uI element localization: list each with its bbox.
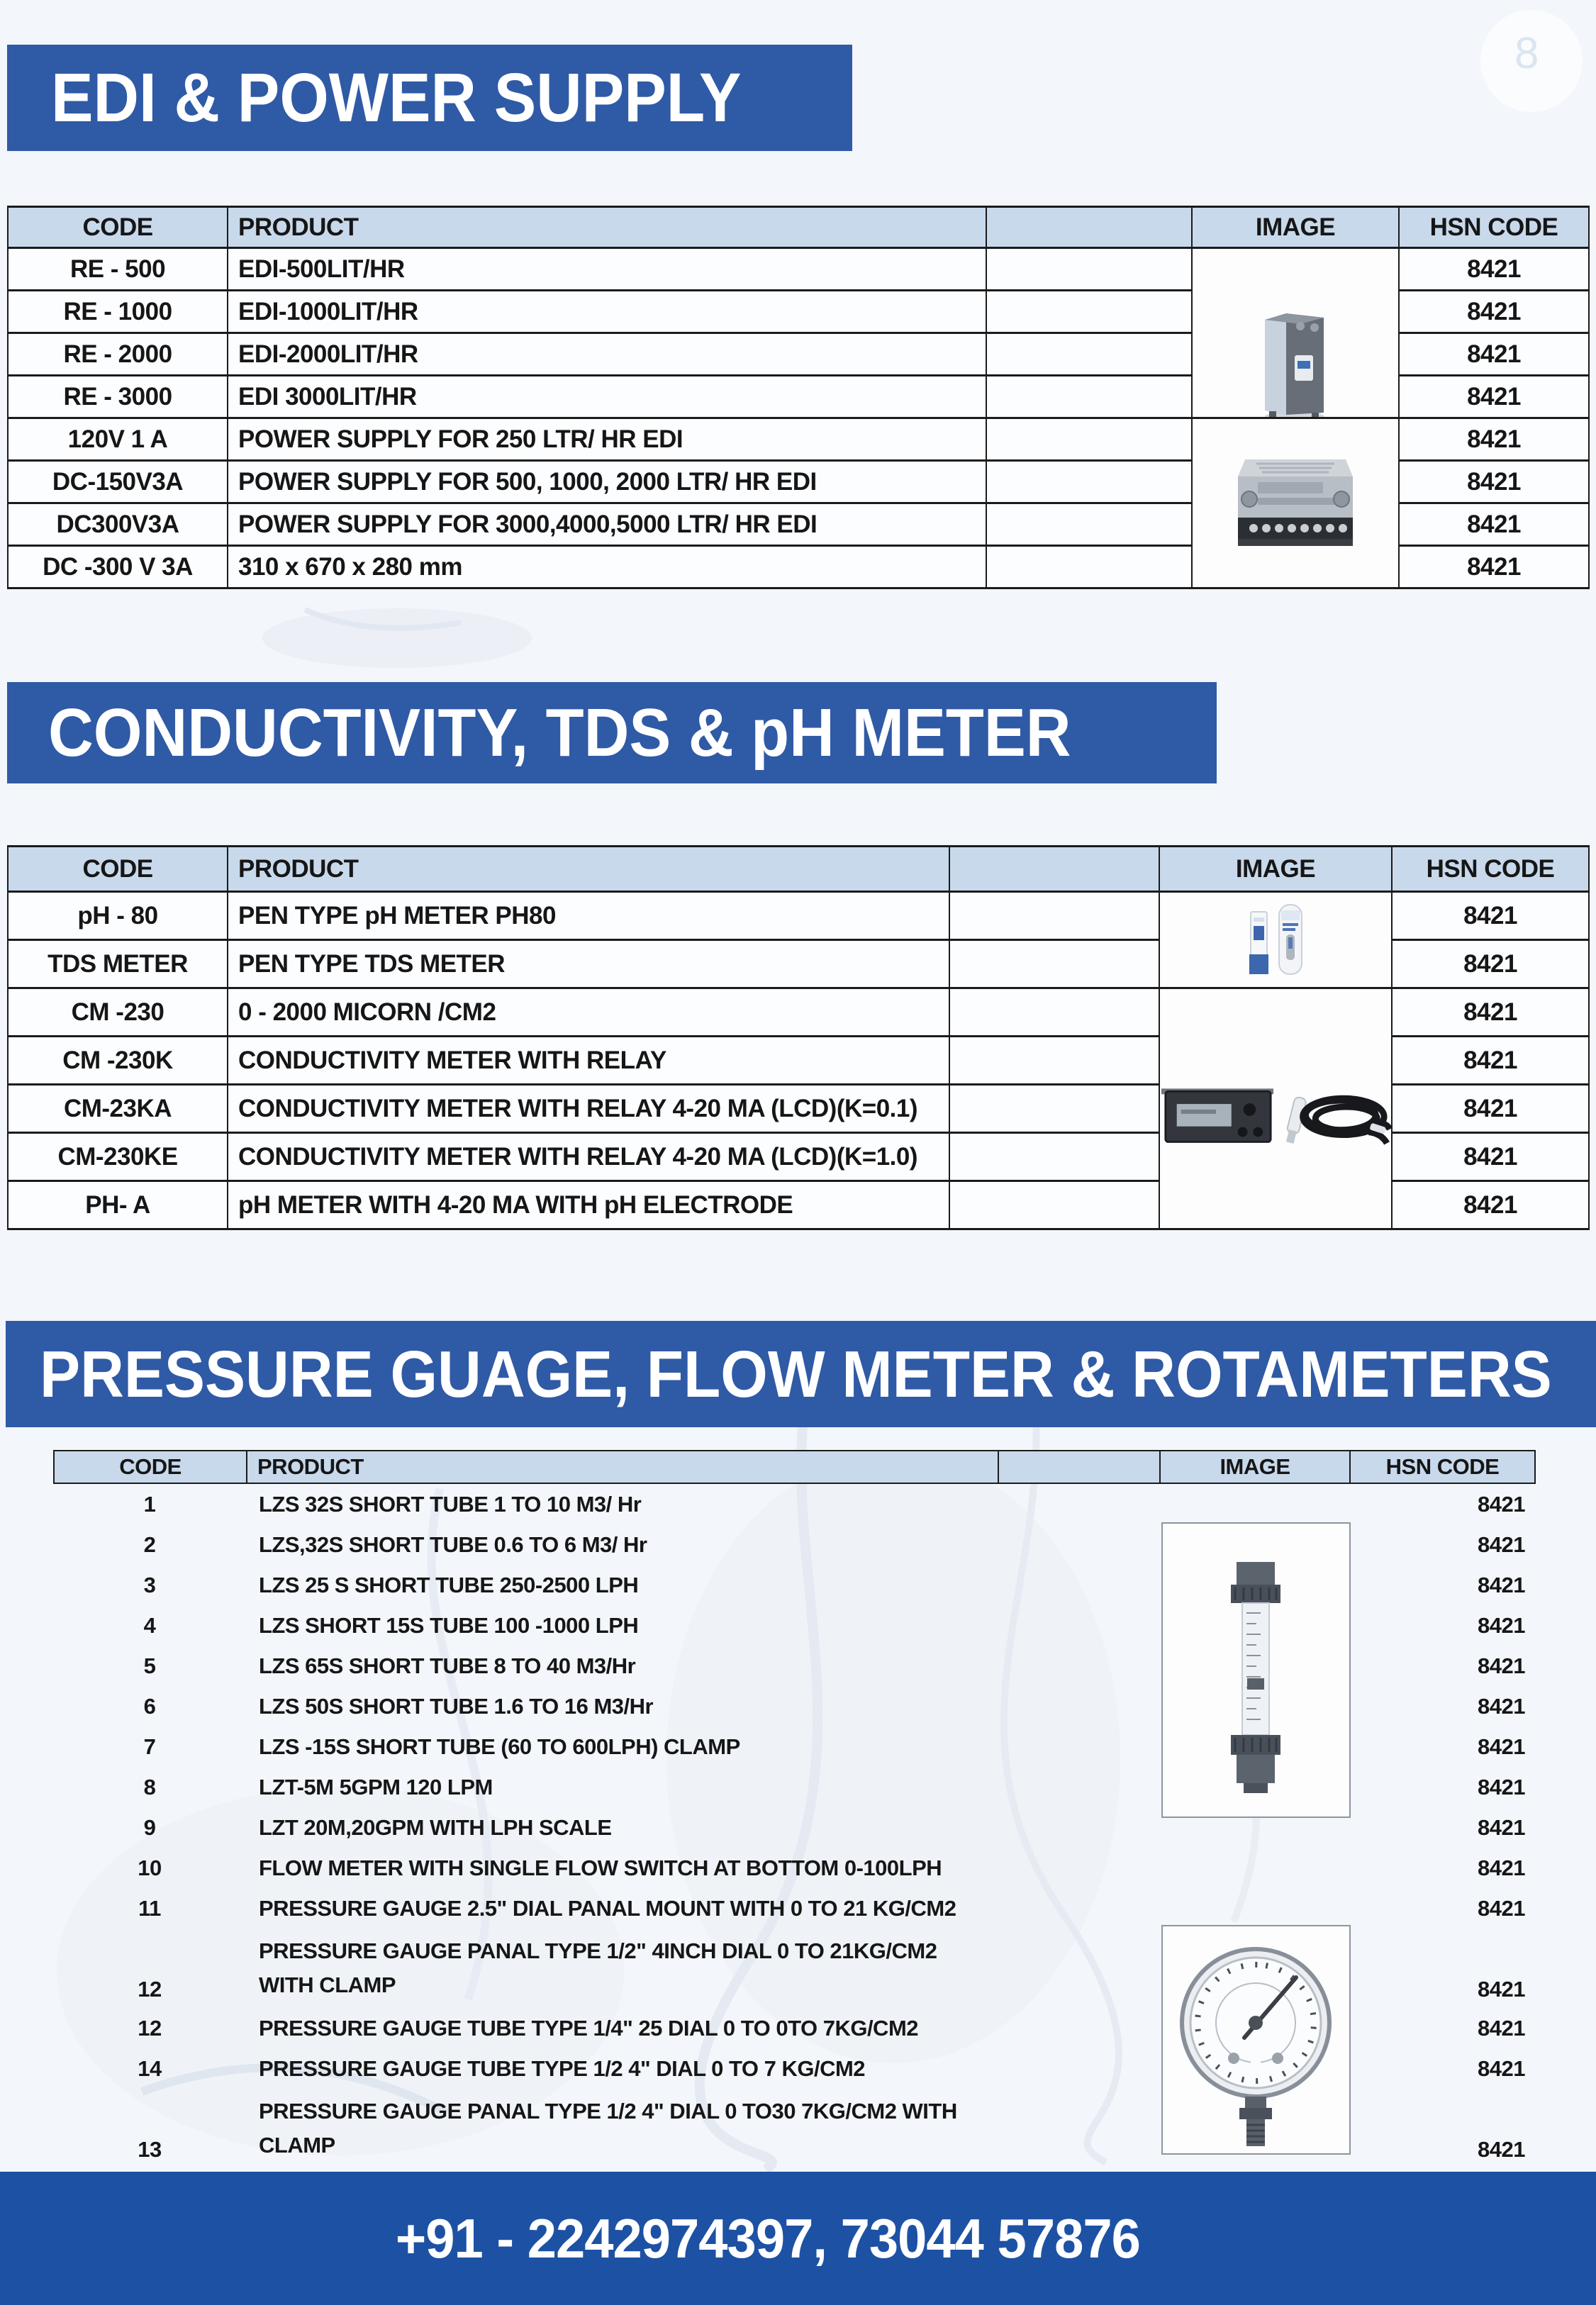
cell-hsn: 8421 <box>1478 1774 1525 1799</box>
power-supply-icon <box>1228 455 1363 551</box>
column-header-product: PRODUCT <box>228 208 987 249</box>
conductivity-meter-icon <box>1160 1070 1391 1148</box>
cell-product: LZS 32S SHORT TUBE 1 TO 10 M3/ Hr <box>259 1491 642 1517</box>
cell-code: 10 <box>138 1855 162 1880</box>
column-header-image: IMAGE <box>1160 847 1393 893</box>
cell-product: POWER SUPPLY FOR 3000,4000,5000 LTR/ HR EDI <box>228 504 987 547</box>
cell-hsn: 8421 <box>1478 1734 1525 1759</box>
section-title: EDI & POWER SUPPLY <box>51 59 742 136</box>
footer-phone: +91 - 2242974397, 73044 57876 <box>395 2206 1140 2270</box>
table-row <box>53 1524 1534 1565</box>
table-row <box>53 1565 1534 1605</box>
column-header-product: PRODUCT <box>228 847 950 893</box>
cell-code: 8 <box>143 1774 156 1799</box>
table-edi-power-supply <box>7 206 1590 589</box>
table-row <box>53 1767 1534 1807</box>
pen-meters-icon <box>1244 902 1307 978</box>
cell-hsn: 8421 <box>1393 893 1590 941</box>
cell-hsn: 8421 <box>1478 2055 1525 2081</box>
cell-product: FLOW METER WITH SINGLE FLOW SWITCH AT BOTTOM 0-100LPH <box>259 1855 942 1880</box>
cell-hsn: 8421 <box>1393 1182 1590 1230</box>
table-conductivity-tds-ph <box>7 845 1590 1230</box>
cell-product: EDI 3000LIT/HR <box>228 376 987 419</box>
cell-hsn: 8421 <box>1478 1653 1525 1678</box>
cell-product: LZS 25 S SHORT TUBE 250-2500 LPH <box>259 1572 639 1597</box>
column-header-code: CODE <box>9 847 228 893</box>
table-row <box>53 1605 1534 1646</box>
cell-product: 310 x 670 x 280 mm <box>228 547 987 589</box>
cell-code: CM -230K <box>9 1037 228 1085</box>
table-row <box>53 1807 1534 1848</box>
section-title: CONDUCTIVITY, TDS & pH METER <box>48 694 1071 771</box>
cell-product: PEN TYPE TDS METER <box>228 941 950 989</box>
cell-code: 12 <box>138 1977 162 2002</box>
cell-product: 0 - 2000 MICORN /CM2 <box>228 989 950 1037</box>
column-header-code: CODE <box>55 1451 247 1484</box>
cell-product: LZS 65S SHORT TUBE 8 TO 40 M3/Hr <box>259 1653 636 1678</box>
edi-module-icon <box>1255 308 1336 420</box>
cell-hsn: 8421 <box>1400 462 1590 504</box>
cell-blank <box>950 941 1160 989</box>
cell-product: LZS SHORT 15S TUBE 100 -1000 LPH <box>259 1612 639 1638</box>
cell-product: CONDUCTIVITY METER WITH RELAY 4-20 MA (LCD)(K=1.0) <box>228 1134 950 1182</box>
cell-hsn: 8421 <box>1478 1572 1525 1597</box>
cell-blank <box>987 419 1193 462</box>
cell-blank <box>950 1037 1160 1085</box>
table-row <box>53 1726 1534 1767</box>
cell-code: 5 <box>143 1653 156 1678</box>
column-header-image: IMAGE <box>1161 1451 1351 1484</box>
cell-code: DC-150V3A <box>9 462 228 504</box>
cell-code: 120V 1 A <box>9 419 228 462</box>
cell-hsn: 8421 <box>1478 2137 1525 2162</box>
cell-code: 14 <box>138 2055 162 2081</box>
table-row <box>53 1686 1534 1726</box>
cell-hsn: 8421 <box>1478 1491 1525 1517</box>
cell-code: 1 <box>143 1491 156 1517</box>
table-pressure-flow-body <box>53 1484 1534 2168</box>
cell-code: CM -230 <box>9 989 228 1037</box>
cell-hsn: 8421 <box>1393 989 1590 1037</box>
cell-product: PRESSURE GAUGE 2.5" DIAL PANAL MOUNT WITH 0 TO 21 KG/CM2 <box>259 1895 956 1921</box>
table-row <box>53 2008 1534 2048</box>
page-number: 8 <box>1514 29 1539 78</box>
cell-product <box>246 2094 998 2162</box>
cell-code: DC300V3A <box>9 504 228 547</box>
cell-blank <box>950 1085 1160 1134</box>
cell-blank <box>950 1134 1160 1182</box>
cell-product: pH METER WITH 4-20 MA WITH pH ELECTRODE <box>228 1182 950 1230</box>
column-header-blank <box>999 1451 1161 1484</box>
cell-blank <box>950 1182 1160 1230</box>
cell-blank <box>950 989 1160 1037</box>
cell-code: 13 <box>138 2137 162 2162</box>
column-header-hsn: HSN CODE <box>1351 1451 1536 1484</box>
cell-code: 2 <box>143 1531 156 1557</box>
cell-code: CM-23KA <box>9 1085 228 1134</box>
cell-hsn: 8421 <box>1393 941 1590 989</box>
edi-module-image <box>1193 249 1400 419</box>
cell-hsn: 8421 <box>1478 1693 1525 1719</box>
cell-product: LZT 20M,20GPM WITH LPH SCALE <box>259 1814 612 1840</box>
cell-product: CONDUCTIVITY METER WITH RELAY <box>228 1037 950 1085</box>
product-line-2: CLAMP <box>259 2133 335 2158</box>
cell-hsn: 8421 <box>1478 1531 1525 1557</box>
cell-hsn: 8421 <box>1478 1612 1525 1638</box>
cell-code: CM-230KE <box>9 1134 228 1182</box>
section-banner-edi-power-supply <box>7 45 852 151</box>
cell-product: PRESSURE GAUGE TUBE TYPE 1/2 4" DIAL 0 TO 7 KG/CM2 <box>259 2055 866 2081</box>
cell-product: LZS 50S SHORT TUBE 1.6 TO 16 M3/Hr <box>259 1693 654 1719</box>
cell-blank <box>987 249 1193 291</box>
table-row <box>53 1929 1534 2008</box>
cell-code: 7 <box>143 1734 156 1759</box>
cell-code: 9 <box>143 1814 156 1840</box>
cell-product: LZS -15S SHORT TUBE (60 TO 600LPH) CLAMP <box>259 1734 740 1759</box>
cell-product: EDI-1000LIT/HR <box>228 291 987 334</box>
cell-code: RE - 2000 <box>9 334 228 376</box>
section-banner-pressure-flow-rotameters <box>6 1321 1596 1427</box>
section-title: PRESSURE GUAGE, FLOW METER & ROTAMETERS <box>40 1336 1552 1411</box>
cell-hsn: 8421 <box>1400 547 1590 589</box>
cell-product: PEN TYPE pH METER PH80 <box>228 893 950 941</box>
product-line-1: PRESSURE GAUGE PANAL TYPE 1/2" 4INCH DIAL 0 TO 21KG/CM2 <box>259 1938 937 1963</box>
cell-product: LZS,32S SHORT TUBE 0.6 TO 6 M3/ Hr <box>259 1531 647 1557</box>
cell-code: RE - 1000 <box>9 291 228 334</box>
cell-code: 3 <box>143 1572 156 1597</box>
cell-blank <box>987 547 1193 589</box>
footer-bar <box>0 2172 1596 2305</box>
section-banner-conductivity-tds-ph <box>7 682 1217 783</box>
cell-hsn: 8421 <box>1400 419 1590 462</box>
cell-hsn: 8421 <box>1393 1037 1590 1085</box>
cell-code: 11 <box>138 1895 161 1921</box>
cell-product: CONDUCTIVITY METER WITH RELAY 4-20 MA (LCD)(K=0.1) <box>228 1085 950 1134</box>
cell-product: POWER SUPPLY FOR 250 LTR/ HR EDI <box>228 419 987 462</box>
column-header-blank <box>950 847 1160 893</box>
cell-hsn: 8421 <box>1400 291 1590 334</box>
column-header-hsn: HSN CODE <box>1400 208 1590 249</box>
cell-hsn: 8421 <box>1478 2015 1525 2041</box>
cell-code: RE - 3000 <box>9 376 228 419</box>
cell-blank <box>950 893 1160 941</box>
cell-product: POWER SUPPLY FOR 500, 1000, 2000 LTR/ HR EDI <box>228 462 987 504</box>
cell-hsn: 8421 <box>1393 1085 1590 1134</box>
cell-product: EDI-2000LIT/HR <box>228 334 987 376</box>
cell-blank <box>987 334 1193 376</box>
cell-code: DC -300 V 3A <box>9 547 228 589</box>
cell-code: pH - 80 <box>9 893 228 941</box>
cell-hsn: 8421 <box>1393 1134 1590 1182</box>
table-row <box>53 1646 1534 1686</box>
cell-code: TDS METER <box>9 941 228 989</box>
cell-code: PH- A <box>9 1182 228 1230</box>
cell-blank <box>987 291 1193 334</box>
cell-code: RE - 500 <box>9 249 228 291</box>
column-header-blank <box>987 208 1193 249</box>
cell-code: 6 <box>143 1693 156 1719</box>
column-header-product: PRODUCT <box>247 1451 999 1484</box>
cell-hsn: 8421 <box>1400 376 1590 419</box>
cell-hsn: 8421 <box>1478 1977 1525 2002</box>
table-row <box>53 1484 1534 1524</box>
product-line-1: PRESSURE GAUGE PANAL TYPE 1/2 4" DIAL 0 TO30 7KG/CM2 WITH <box>259 2099 957 2123</box>
table-row <box>53 2089 1534 2168</box>
table-row <box>53 2048 1534 2089</box>
column-header-code: CODE <box>9 208 228 249</box>
column-header-image: IMAGE <box>1193 208 1400 249</box>
column-header-hsn: HSN CODE <box>1393 847 1590 893</box>
cell-hsn: 8421 <box>1478 1814 1525 1840</box>
conductivity-meter-image <box>1160 989 1393 1230</box>
cell-product <box>246 1934 998 2002</box>
cell-hsn: 8421 <box>1400 249 1590 291</box>
cell-code: 4 <box>143 1612 156 1638</box>
pen-meters-image <box>1160 893 1393 989</box>
cell-hsn: 8421 <box>1400 504 1590 547</box>
cell-hsn: 8421 <box>1400 334 1590 376</box>
table-pressure-flow-header <box>53 1450 1536 1484</box>
cell-blank <box>987 504 1193 547</box>
cell-blank <box>987 376 1193 419</box>
cell-code: 12 <box>138 2015 162 2041</box>
product-line-2: WITH CLAMP <box>259 1972 396 1997</box>
cell-product: PRESSURE GAUGE TUBE TYPE 1/4" 25 DIAL 0 TO 0TO 7KG/CM2 <box>259 2015 919 2041</box>
cell-product: LZT-5M 5GPM 120 LPM <box>259 1774 493 1799</box>
table-row <box>53 1888 1534 1929</box>
power-supply-image <box>1193 419 1400 589</box>
cell-hsn: 8421 <box>1478 1895 1525 1921</box>
cell-blank <box>987 462 1193 504</box>
table-row <box>53 1848 1534 1888</box>
cell-product: EDI-500LIT/HR <box>228 249 987 291</box>
cell-hsn: 8421 <box>1478 1855 1525 1880</box>
